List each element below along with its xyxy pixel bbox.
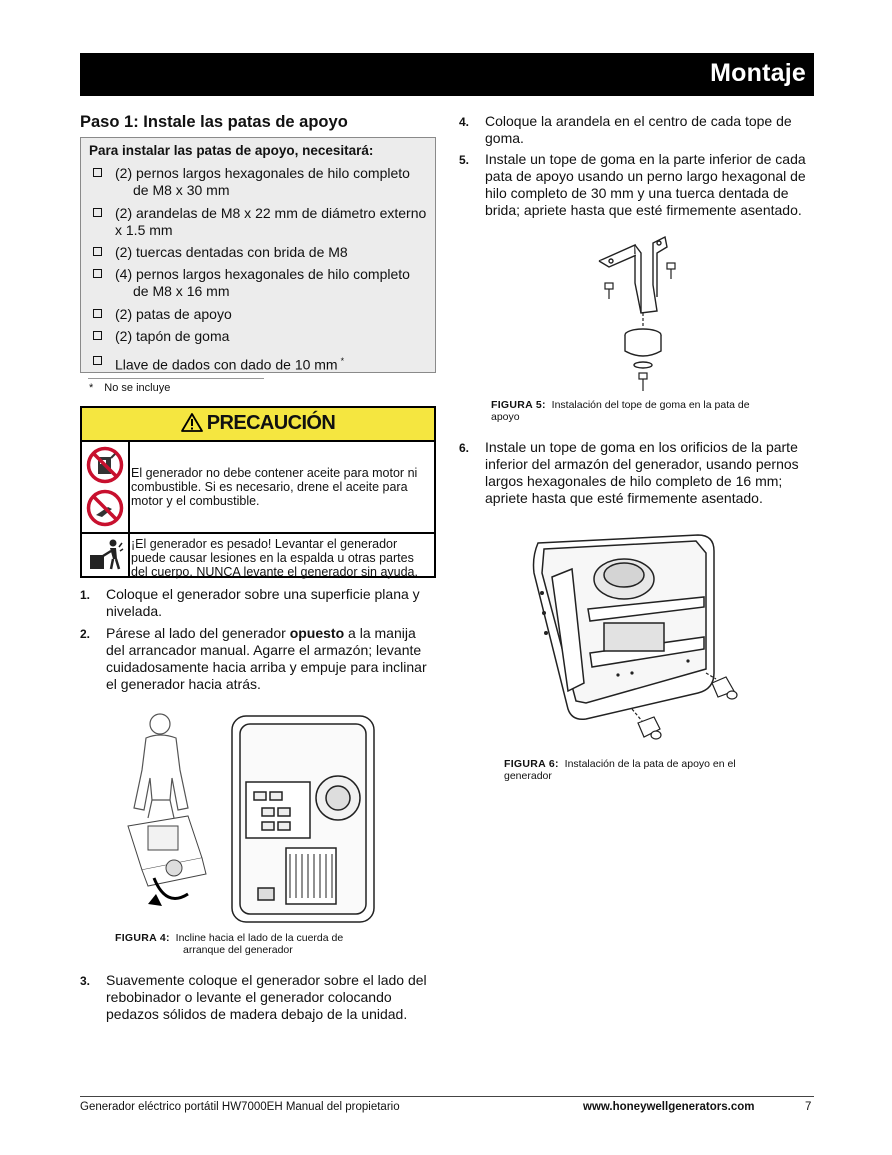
required-parts-heading: Para instalar las patas de apoyo, necesitará: (89, 143, 374, 158)
step1-heading: Paso 1: Instale las patas de apoyo (80, 113, 348, 131)
checkbox-icon (93, 208, 102, 217)
section-title: Montaje (710, 59, 806, 87)
checkbox-icon (93, 269, 102, 278)
caution-divider (82, 532, 434, 534)
caution-title: PRECAUCIÓN (206, 412, 336, 434)
figure5-caption: FIGURA 5: Instalación del tope de goma en la pata de apoyo (491, 399, 750, 423)
required-parts-box: Para instalar las patas de apoyo, necesitará: (2) pernos largos hexagonales de hilo completo de M8 x 30 mm (2) arandelas de M8 x 22 mm de diámetro externo x 1.5 mm (2) tuercas dentadas con brida de M8 (4) pernos largos hexagonales de hilo completo de M8 x 16 mm (2) patas de apoyo (2) tapón de goma Llave de dados con dado de 10 mm * (80, 137, 436, 373)
checkbox-icon (93, 168, 102, 177)
page-number: 7 (805, 1101, 812, 1113)
footnote-divider (88, 378, 264, 379)
no-oil-icon (86, 489, 124, 527)
caution-header (82, 408, 434, 442)
footer-manual-title: Generador eléctrico portátil HW7000EH Manual del propietario (80, 1101, 400, 1113)
checkbox-icon (93, 247, 102, 256)
caution-box (80, 406, 436, 578)
figure6-illustration (528, 533, 748, 748)
figure6-caption: FIGURA 6: Instalación de la pata de apoyo en el generador (504, 758, 736, 782)
figure4-caption: FIGURA 4: Incline hacia el lado de la cuerda de arranque del generador (115, 932, 344, 956)
footer-website-link[interactable]: www.honeywellgenerators.com (583, 1101, 755, 1113)
no-fuel-icon (86, 446, 124, 484)
checkbox-icon (93, 309, 102, 318)
checkbox-icon (93, 356, 102, 365)
warning-triangle-icon (181, 413, 203, 432)
caution-warning-heavy: ¡El generador es pesado! Levantar el generador puede causar lesiones en la espalda u otras partes del cuerpo. NUNCA levante el generador sin ayuda. (131, 537, 418, 579)
figure4-illustration (118, 708, 398, 928)
section-header-bar (80, 53, 814, 96)
figure5-illustration (595, 227, 685, 392)
caution-warning-fuel: El generador no debe contener aceite para motor ni combustible. Si es necesario, drene el aceite para motor y el combustible. (131, 466, 418, 508)
checkbox-icon (93, 331, 102, 340)
footnote: * No se incluye (89, 382, 171, 394)
footer-divider (80, 1096, 814, 1097)
heavy-lift-icon (86, 537, 124, 571)
